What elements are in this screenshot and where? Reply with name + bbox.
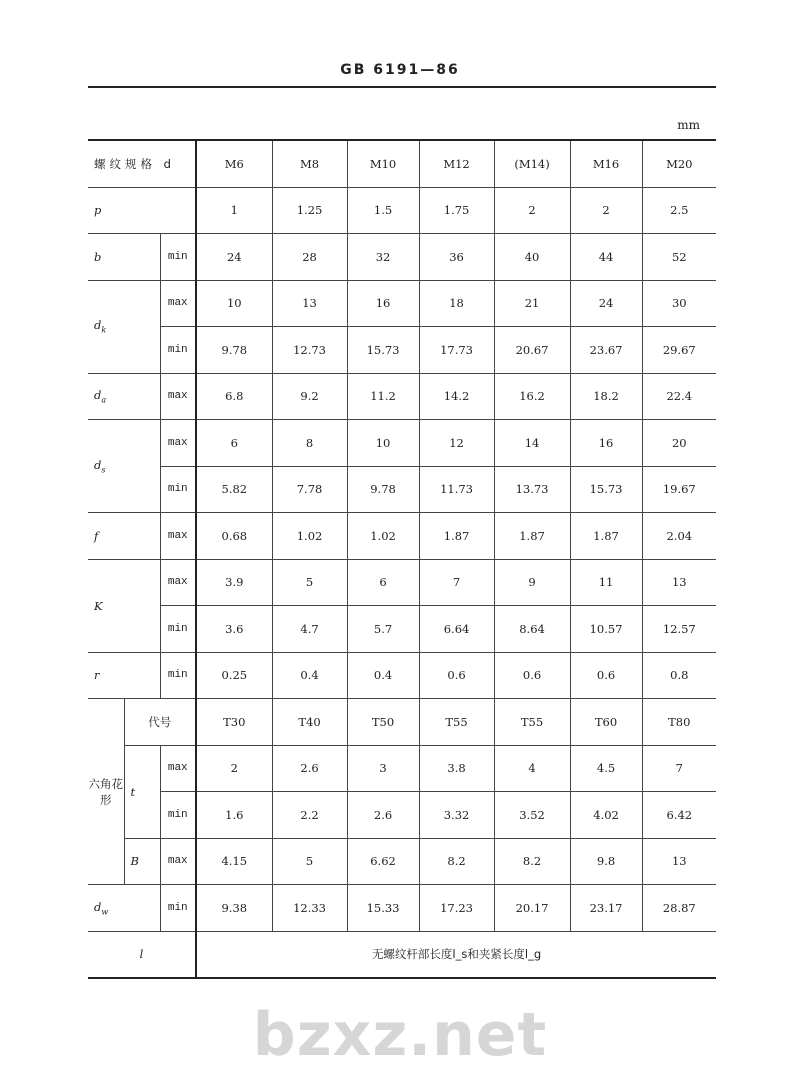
value-cell: 29.67 xyxy=(642,327,716,374)
limit-label: min xyxy=(160,885,196,932)
value-cell: 6 xyxy=(347,559,419,606)
value-cell: 0.6 xyxy=(494,652,570,699)
value-cell: 2.5 xyxy=(642,187,716,234)
value-cell: 12.33 xyxy=(272,885,347,932)
value-cell: 13.73 xyxy=(494,466,570,513)
value-cell: 6.8 xyxy=(196,373,272,420)
value-cell: 10.57 xyxy=(570,606,642,653)
value-cell: 5 xyxy=(272,838,347,885)
value-cell: 20.17 xyxy=(494,885,570,932)
value-cell: 22.4 xyxy=(642,373,716,420)
row-label xyxy=(88,373,160,420)
limit-label: min xyxy=(160,234,196,281)
value-cell: 18.2 xyxy=(570,373,642,420)
row-label xyxy=(88,420,160,513)
socket-code: T55 xyxy=(494,699,570,746)
table-row xyxy=(88,606,716,653)
table-row xyxy=(88,792,716,839)
size-header: M12 xyxy=(419,140,494,187)
value-cell: 11 xyxy=(570,559,642,606)
value-cell: 6.62 xyxy=(347,838,419,885)
value-cell: 1.6 xyxy=(196,792,272,839)
symbol: K xyxy=(94,598,103,613)
value-cell: 1.87 xyxy=(570,513,642,560)
row-label xyxy=(88,234,160,281)
B-label: B xyxy=(124,838,160,885)
code-label: 代号 xyxy=(124,699,196,746)
table-row xyxy=(88,140,716,187)
value-cell: 9.78 xyxy=(196,327,272,374)
socket-code: T40 xyxy=(272,699,347,746)
socket-code: T60 xyxy=(570,699,642,746)
value-cell: 9.38 xyxy=(196,885,272,932)
value-cell: 0.6 xyxy=(570,652,642,699)
table-row xyxy=(88,745,716,792)
value-cell: 1.02 xyxy=(347,513,419,560)
value-cell: 13 xyxy=(272,280,347,327)
value-cell: 1.25 xyxy=(272,187,347,234)
symbol: d xyxy=(94,318,102,333)
value-cell: 0.6 xyxy=(419,652,494,699)
limit-label: max xyxy=(160,838,196,885)
value-cell: 12.73 xyxy=(272,327,347,374)
symbol-subscript: w xyxy=(101,906,109,916)
symbol: f xyxy=(94,528,99,543)
limit-label: min xyxy=(160,466,196,513)
value-cell: 15.33 xyxy=(347,885,419,932)
table-row xyxy=(88,280,716,327)
limit-label: min xyxy=(160,327,196,374)
value-cell: 6.42 xyxy=(642,792,716,839)
value-cell: 0.8 xyxy=(642,652,716,699)
value-cell: 20.67 xyxy=(494,327,570,374)
value-cell: 30 xyxy=(642,280,716,327)
row-label xyxy=(88,513,160,560)
symbol-subscript: a xyxy=(101,395,107,405)
symbol-subscript: k xyxy=(101,325,107,335)
value-cell: 8.2 xyxy=(494,838,570,885)
value-cell: 2.04 xyxy=(642,513,716,560)
value-cell: 9.8 xyxy=(570,838,642,885)
value-cell: 4.5 xyxy=(570,745,642,792)
symbol: d xyxy=(94,899,102,914)
standard-number: GB 6191—86 xyxy=(340,62,460,78)
value-cell: 3.6 xyxy=(196,606,272,653)
table-row xyxy=(88,885,716,932)
value-cell: 17.23 xyxy=(419,885,494,932)
value-cell: 17.73 xyxy=(419,327,494,374)
value-cell: 13 xyxy=(642,559,716,606)
value-cell: 1.87 xyxy=(419,513,494,560)
limit-label: max xyxy=(160,280,196,327)
value-cell: 1.02 xyxy=(272,513,347,560)
limit-label: max xyxy=(160,420,196,467)
value-cell: 5 xyxy=(272,559,347,606)
value-cell: 32 xyxy=(347,234,419,281)
value-cell: 15.73 xyxy=(347,327,419,374)
value-cell: 7 xyxy=(642,745,716,792)
value-cell: 3.8 xyxy=(419,745,494,792)
table-row xyxy=(88,327,716,374)
value-cell: 12 xyxy=(419,420,494,467)
size-header: M8 xyxy=(272,140,347,187)
value-cell: 0.4 xyxy=(347,652,419,699)
value-cell: 1.75 xyxy=(419,187,494,234)
value-cell: 23.67 xyxy=(570,327,642,374)
value-cell: 15.73 xyxy=(570,466,642,513)
socket-code: T80 xyxy=(642,699,716,746)
value-cell: 9.78 xyxy=(347,466,419,513)
table-row xyxy=(88,187,716,234)
value-cell: 2.2 xyxy=(272,792,347,839)
l-label: l xyxy=(88,931,196,978)
socket-code: T50 xyxy=(347,699,419,746)
value-cell: 0.68 xyxy=(196,513,272,560)
value-cell: 10 xyxy=(196,280,272,327)
table-row xyxy=(88,699,716,746)
dimension-table xyxy=(88,139,716,979)
value-cell: 40 xyxy=(494,234,570,281)
size-header: (M14) xyxy=(494,140,570,187)
limit-label: min xyxy=(160,792,196,839)
value-cell: 14 xyxy=(494,420,570,467)
table-row xyxy=(88,559,716,606)
value-cell: 28.87 xyxy=(642,885,716,932)
watermark: bzxz.net xyxy=(252,1000,548,1070)
value-cell: 28 xyxy=(272,234,347,281)
table-row xyxy=(88,420,716,467)
value-cell: 3.52 xyxy=(494,792,570,839)
value-cell: 1 xyxy=(196,187,272,234)
table-row xyxy=(88,838,716,885)
limit-label: min xyxy=(160,606,196,653)
value-cell: 2.6 xyxy=(272,745,347,792)
value-cell: 12.57 xyxy=(642,606,716,653)
l-note: 无螺纹杆部长度l_s和夹紧长度l_g xyxy=(196,931,716,978)
value-cell: 1.87 xyxy=(494,513,570,560)
symbol: p xyxy=(94,203,102,218)
row-label xyxy=(88,280,160,373)
row-label xyxy=(88,187,196,234)
symbol: d xyxy=(94,388,102,403)
row-label xyxy=(88,885,160,932)
value-cell: 14.2 xyxy=(419,373,494,420)
value-cell: 0.4 xyxy=(272,652,347,699)
value-cell: 6.64 xyxy=(419,606,494,653)
spec-label: 螺纹规格 d xyxy=(88,140,196,187)
t-label: t xyxy=(124,745,160,838)
value-cell: 3.9 xyxy=(196,559,272,606)
value-cell: 1.5 xyxy=(347,187,419,234)
value-cell: 36 xyxy=(419,234,494,281)
value-cell: 9 xyxy=(494,559,570,606)
limit-label: max xyxy=(160,745,196,792)
value-cell: 2 xyxy=(570,187,642,234)
value-cell: 8.64 xyxy=(494,606,570,653)
value-cell: 16 xyxy=(347,280,419,327)
value-cell: 5.82 xyxy=(196,466,272,513)
value-cell: 16.2 xyxy=(494,373,570,420)
value-cell: 24 xyxy=(570,280,642,327)
value-cell: 44 xyxy=(570,234,642,281)
table-row xyxy=(88,652,716,699)
value-cell: 20 xyxy=(642,420,716,467)
hexalobular-group-label: 六角花形 xyxy=(88,699,124,885)
value-cell: 11.2 xyxy=(347,373,419,420)
size-header: M6 xyxy=(196,140,272,187)
header-rule xyxy=(88,86,716,88)
symbol-subscript: s xyxy=(101,465,106,475)
row-label xyxy=(88,559,160,652)
table-row xyxy=(88,931,716,978)
value-cell: 18 xyxy=(419,280,494,327)
symbol: r xyxy=(94,668,100,683)
row-label xyxy=(88,652,160,699)
value-cell: 4.15 xyxy=(196,838,272,885)
value-cell: 24 xyxy=(196,234,272,281)
size-header: M16 xyxy=(570,140,642,187)
value-cell: 52 xyxy=(642,234,716,281)
size-header: M10 xyxy=(347,140,419,187)
value-cell: 7.78 xyxy=(272,466,347,513)
value-cell: 2.6 xyxy=(347,792,419,839)
value-cell: 16 xyxy=(570,420,642,467)
value-cell: 7 xyxy=(419,559,494,606)
value-cell: 10 xyxy=(347,420,419,467)
socket-code: T30 xyxy=(196,699,272,746)
value-cell: 5.7 xyxy=(347,606,419,653)
table-row xyxy=(88,234,716,281)
value-cell: 6 xyxy=(196,420,272,467)
value-cell: 9.2 xyxy=(272,373,347,420)
value-cell: 19.67 xyxy=(642,466,716,513)
limit-label: max xyxy=(160,513,196,560)
value-cell: 4.7 xyxy=(272,606,347,653)
value-cell: 3 xyxy=(347,745,419,792)
symbol: b xyxy=(94,249,102,264)
symbol: d xyxy=(94,457,102,472)
unit-label: mm xyxy=(677,118,700,132)
value-cell: 11.73 xyxy=(419,466,494,513)
value-cell: 13 xyxy=(642,838,716,885)
value-cell: 4.02 xyxy=(570,792,642,839)
socket-code: T55 xyxy=(419,699,494,746)
value-cell: 21 xyxy=(494,280,570,327)
value-cell: 23.17 xyxy=(570,885,642,932)
value-cell: 0.25 xyxy=(196,652,272,699)
value-cell: 2 xyxy=(196,745,272,792)
value-cell: 4 xyxy=(494,745,570,792)
size-header: M20 xyxy=(642,140,716,187)
limit-label: max xyxy=(160,559,196,606)
table-row xyxy=(88,466,716,513)
value-cell: 3.32 xyxy=(419,792,494,839)
limit-label: max xyxy=(160,373,196,420)
table-row xyxy=(88,513,716,560)
limit-label: min xyxy=(160,652,196,699)
table-body xyxy=(88,140,716,978)
table-row xyxy=(88,373,716,420)
value-cell: 8 xyxy=(272,420,347,467)
value-cell: 8.2 xyxy=(419,838,494,885)
value-cell: 2 xyxy=(494,187,570,234)
